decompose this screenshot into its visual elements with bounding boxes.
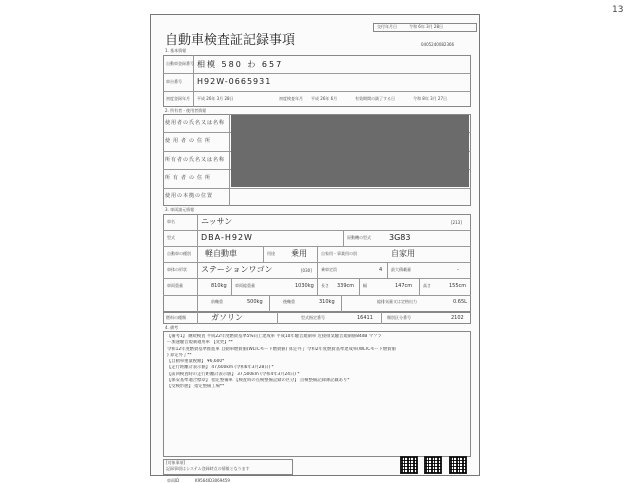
body-shape-code: [030]: [301, 268, 312, 273]
use-label: 用途: [267, 251, 275, 256]
displacement-label: 総排気量又は定格出力: [377, 299, 417, 304]
displacement-value: 0.65L: [453, 299, 467, 305]
base-location-label: 使用の本拠の位置: [165, 193, 214, 199]
gross-weight-label: 車両総重量: [235, 283, 255, 288]
engine-value: 3G83: [389, 233, 411, 242]
first-reg-value: 平成 26年 3月 28日: [197, 96, 234, 101]
chassis-value: H92W-0665931: [197, 77, 272, 86]
max-load-value: -: [457, 267, 459, 273]
capacity-value: 4: [379, 267, 383, 273]
footer-note-heading: [対象事項]: [166, 460, 186, 465]
redacted-owner-info: [231, 115, 469, 187]
owner-name-label: 所有者の氏名又は名称: [165, 157, 226, 163]
max-load-label: 最大積載量: [391, 267, 411, 272]
rear-axle-value: 310kg: [319, 299, 335, 305]
remark-line: 【備考1】 継続検査 平成22年度燃費基準5%向上達成車 平成10年騒音規制車 近接排気騒音規制値84dB マフラ: [167, 334, 382, 339]
initial-inspection-label: 初度検査年月: [279, 96, 303, 101]
model-label: 型式: [167, 235, 175, 240]
make-label: 車名: [167, 219, 175, 224]
rear-axle-label: 後軸重: [283, 299, 295, 304]
type-number-value: 16411: [357, 315, 373, 321]
make-value: ニッサン: [201, 217, 233, 226]
first-reg-label: 初度登録年月: [166, 96, 190, 101]
footer-note-text: 記録事項はシステム登録時点の情報となります: [166, 466, 250, 471]
private-value: 自家用: [391, 249, 415, 258]
document-title: 自動車検査証記録事項: [165, 33, 296, 48]
length-label: 長さ: [321, 283, 329, 288]
width-value: 147cm: [395, 283, 413, 289]
vehicle-kind-label: 自動車の種別: [167, 251, 191, 256]
private-label: 自家用・事業用の別: [321, 251, 357, 256]
remarks-list: [167, 334, 467, 391]
front-axle-label: 前軸重: [211, 299, 223, 304]
front-axle-value: 500kg: [247, 299, 263, 305]
section1-heading: 1. 基本情報: [165, 48, 187, 53]
owner-address-label: 所有者の住所: [165, 175, 214, 181]
reg-number-label: 自動車登録番号: [166, 61, 194, 66]
section4-heading: 4. 備考: [165, 325, 179, 330]
reg-number-value: 相模 580 わ 657: [197, 60, 284, 69]
inspection-certificate-sheet: [150, 14, 480, 483]
gross-weight-value: 1030kg: [295, 283, 314, 289]
category-number-value: 2102: [451, 315, 464, 321]
remark-line: 令和12年度燃費基準推進車 自動車燃費値(WLTCモード燃費値) 算定外了 令和2年度燃費基準達成率(WLTCモード燃費値: [167, 346, 396, 352]
issue-date-label: 交付年月日: [377, 24, 397, 29]
qr-code-icon: [424, 456, 442, 474]
section3-heading: 3. 車両諸元情報: [165, 207, 195, 212]
vehicle-id-label: 車両ID: [167, 478, 180, 483]
body-shape-value: ステーションワゴン: [201, 265, 273, 274]
user-address-label: 使用者の住所: [165, 138, 214, 144]
fuel-label: 燃料の種類: [166, 315, 186, 320]
user-name-label: 使用者の氏名又は名称: [165, 120, 226, 126]
height-label: 高さ: [423, 283, 431, 288]
qr-code-icon: [400, 456, 418, 474]
engine-label: 原動機の型式: [347, 235, 371, 240]
category-number-label: 類別区分番号: [387, 315, 411, 320]
remark-line: 【自動車重量税額】 ¥6,600*: [167, 359, 225, 365]
remark-line: ー加速騒音規制適用車 【変更】**: [167, 340, 233, 346]
initial-inspection-value: 平成 26年 6月: [311, 96, 338, 101]
remark-line: ) 算定外了**: [167, 352, 192, 358]
type-number-label: 型式指定番号: [301, 315, 325, 320]
qr-code-icon: [449, 456, 467, 474]
remark-line: 【前回検査時の走行距離計表示値】 37,500km (令和4年3月24日) *: [167, 371, 300, 377]
vehicle-weight-label: 車両重量: [167, 283, 183, 288]
section2-heading: 2. 所有者・使用者情報: [165, 108, 207, 113]
capacity-label: 乗車定員: [321, 267, 337, 272]
chassis-label: 車台番号: [166, 79, 182, 84]
vehicle-kind-value: 軽自動車: [205, 249, 237, 258]
remark-line: 【保安基準適合標章】 指定整備車 【検査時の点検整備記録の区分】 点検整備記録簿記載あり*: [167, 378, 350, 384]
body-shape-label: 車体の形状: [167, 267, 187, 272]
page-mark: 13: [612, 5, 624, 15]
model-value: DBA-H92W: [201, 233, 253, 242]
use-value: 乗用: [291, 249, 307, 258]
make-code: [213]: [451, 220, 462, 225]
fuel-value: ガソリン: [211, 313, 243, 322]
vehicle-weight-value: 810kg: [211, 283, 227, 289]
vehicle-id-value: K9564ID3069459: [195, 478, 230, 483]
remark-line: 【受検形態】 指定整備工場**: [167, 384, 225, 390]
expiry-value: 令和 8年 3月 27日: [413, 96, 447, 101]
width-label: 幅: [363, 283, 367, 288]
height-value: 155cm: [449, 283, 467, 289]
remark-line: 【走行距離計表示値】 47,600km (令和6年3月28日) *: [167, 365, 274, 371]
length-value: 339cm: [337, 283, 355, 289]
document-number: 0405240082366: [421, 42, 455, 47]
expiry-label: 有効期間の満了する日: [355, 96, 395, 101]
issue-date-value: 令和 6年 3月 28日: [409, 24, 443, 29]
